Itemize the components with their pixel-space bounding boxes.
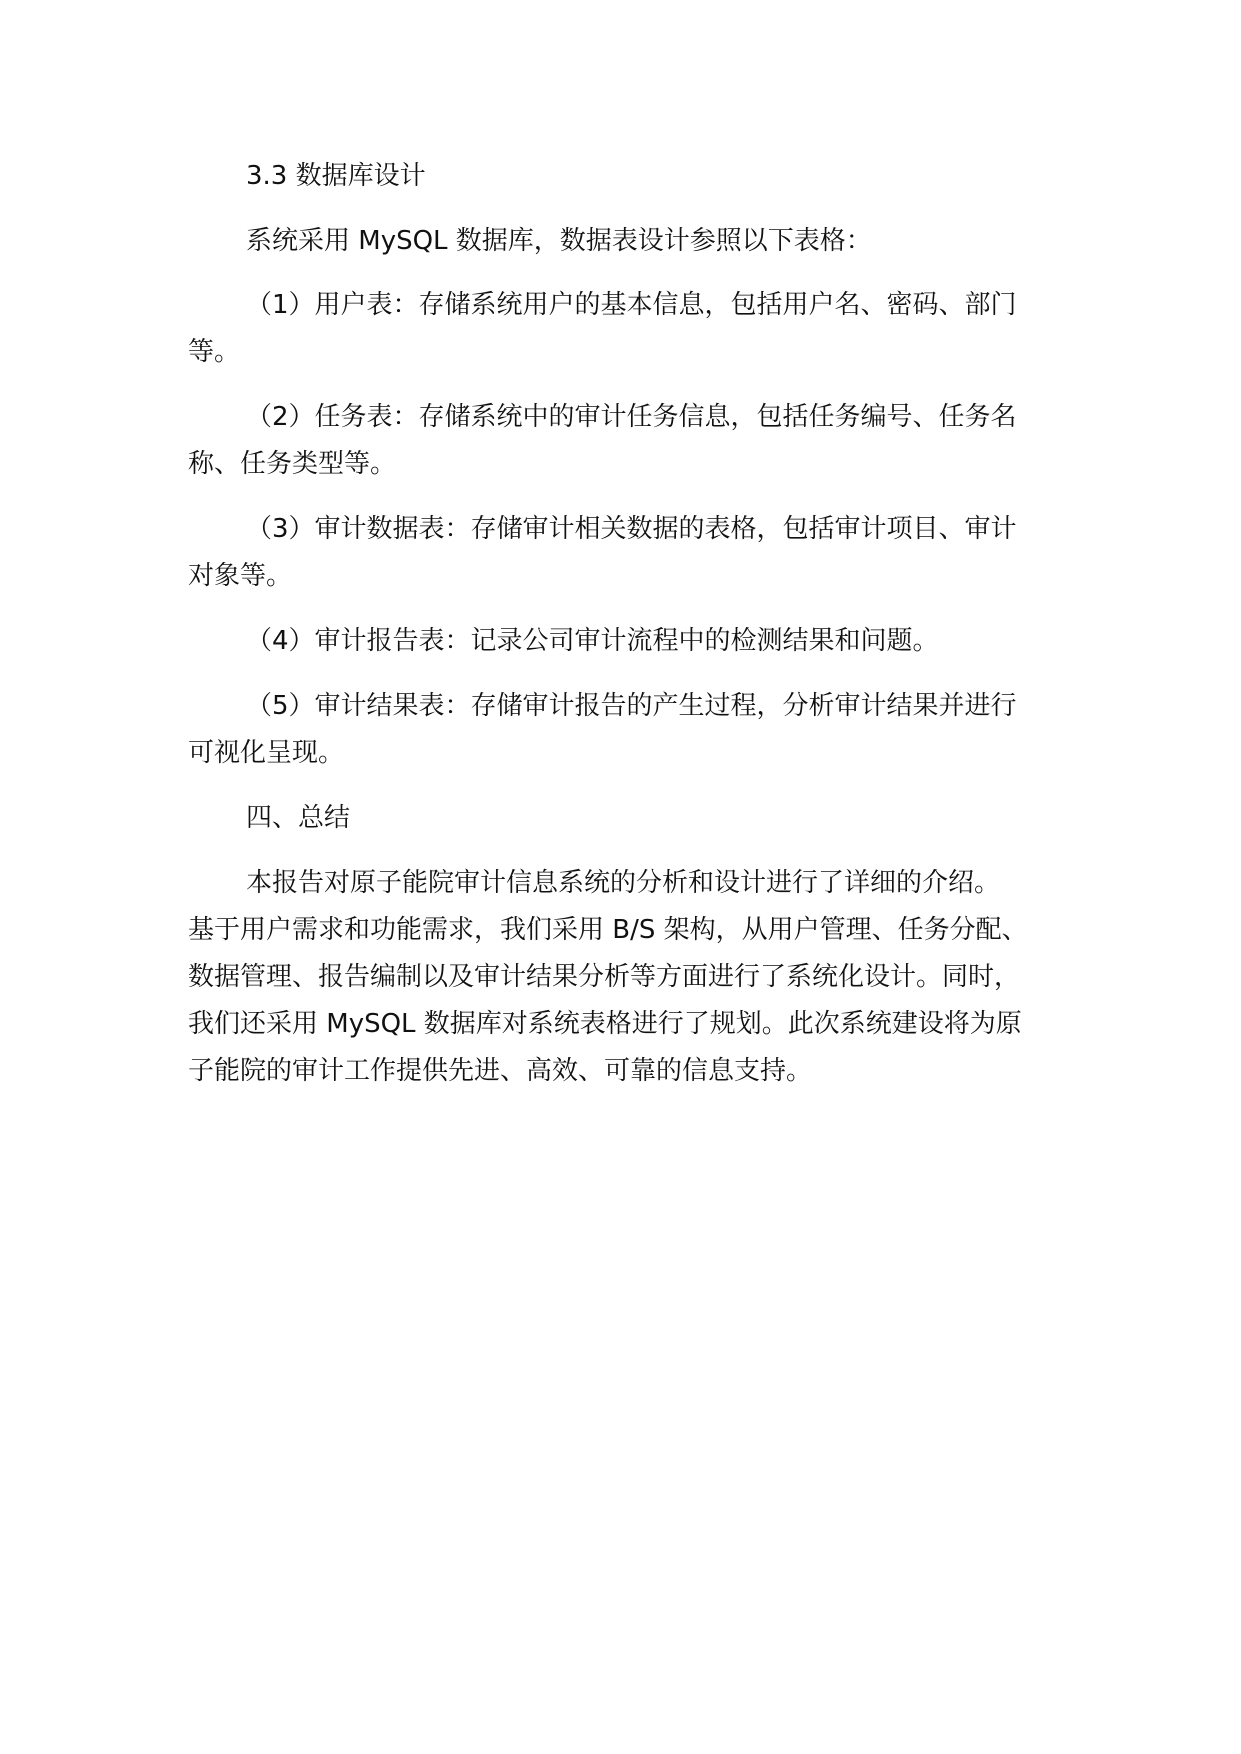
table-item-user-line-2: 等。: [188, 337, 241, 367]
summary-heading: 四、总结: [246, 803, 351, 833]
table-item-audit-data-line-1: （3）审计数据表：存储审计相关数据的表格，包括审计项目、审计: [246, 514, 1017, 544]
intro-paragraph: 系统采用 MySQL 数据库，数据表设计参照以下表格：: [246, 226, 872, 256]
table-item-audit-data-line-2: 对象等。: [188, 561, 293, 591]
summary-line-3: 数据管理、报告编制以及审计结果分析等方面进行了系统化设计。同时，: [188, 962, 1021, 992]
section-heading: 3.3 数据库设计: [246, 161, 426, 191]
table-item-task-line-1: （2）任务表：存储系统中的审计任务信息，包括任务编号、任务名: [246, 402, 1017, 432]
summary-line-1: 本报告对原子能院审计信息系统的分析和设计进行了详细的介绍。: [246, 868, 1001, 898]
table-item-user-line-1: （1）用户表：存储系统用户的基本信息，包括用户名、密码、部门: [246, 290, 1017, 320]
table-item-task-line-2: 称、任务类型等。: [188, 449, 397, 479]
table-item-audit-result-line-2: 可视化呈现。: [188, 738, 345, 768]
table-item-audit-result-line-1: （5）审计结果表：存储审计报告的产生过程，分析审计结果并进行: [246, 691, 1017, 721]
summary-line-4: 我们还采用 MySQL 数据库对系统表格进行了规划。此次系统建设将为原: [188, 1009, 1022, 1039]
summary-line-5: 子能院的审计工作提供先进、高效、可靠的信息支持。: [188, 1056, 813, 1086]
summary-line-2: 基于用户需求和功能需求，我们采用 B/S 架构，从用户管理、任务分配、: [188, 915, 1028, 945]
table-item-audit-report-line-1: （4）审计报告表：记录公司审计流程中的检测结果和问题。: [246, 626, 939, 656]
